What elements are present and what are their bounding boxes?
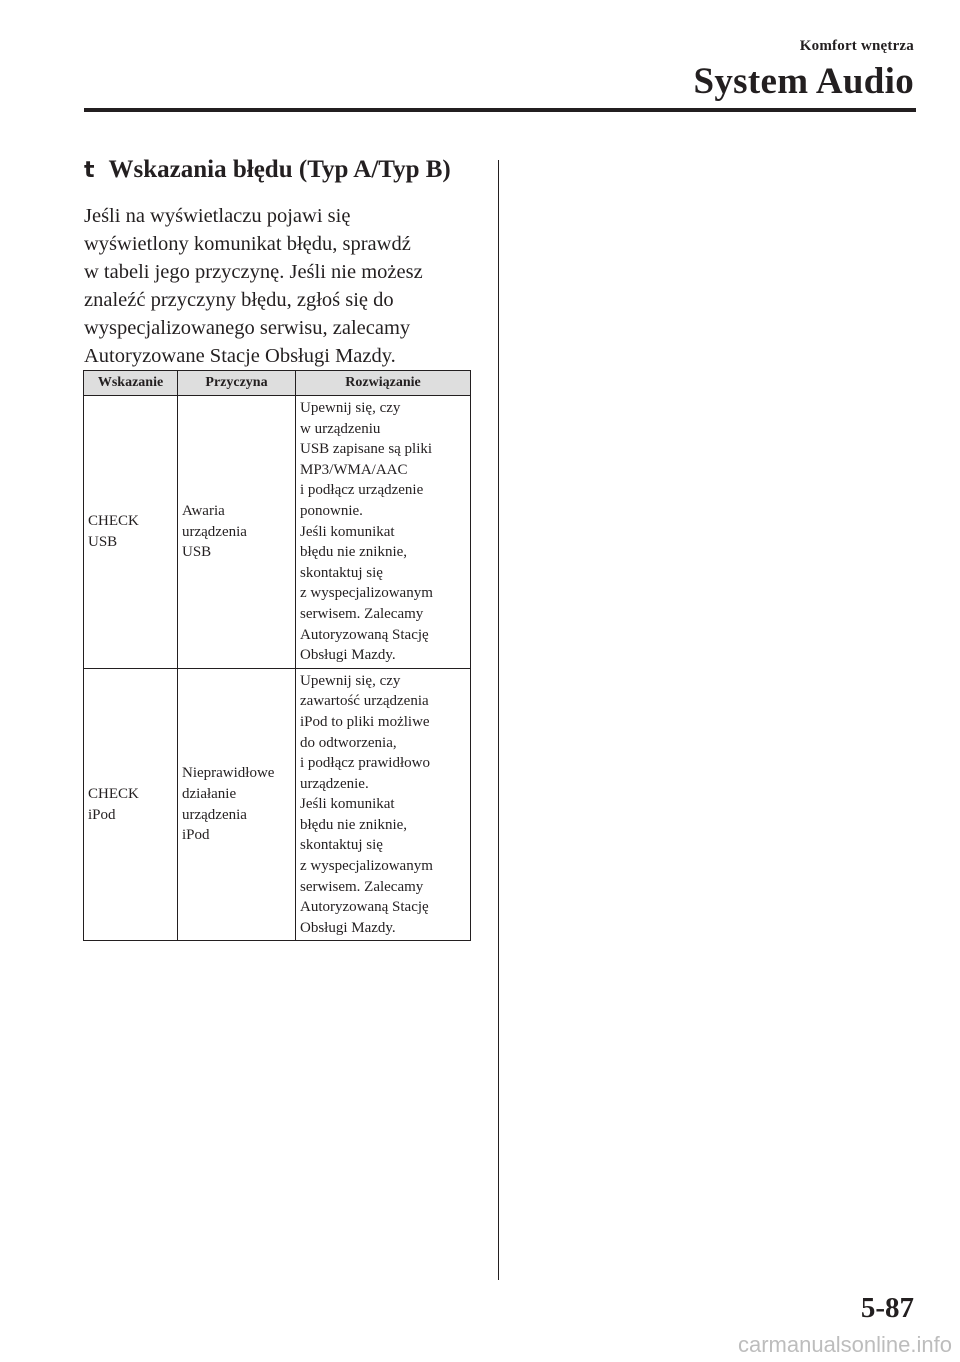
cell-line: działanie (182, 785, 237, 802)
section-subtitle: Komfort wnętrza (799, 38, 914, 54)
cell-cause (178, 668, 296, 941)
heading-text: Wskazania błędu (Typ A/Typ B) (108, 156, 451, 183)
intro-line: Autoryzowane Stacje Obsługi Mazdy. (84, 345, 396, 367)
heading-bullet-icon: t (84, 158, 95, 183)
cell-line: CHECK (88, 785, 139, 802)
cell-indication (84, 396, 178, 669)
cell-line: serwisem. Zalecamy (300, 605, 424, 622)
cell-line: błędu nie zniknie, (300, 544, 408, 561)
cell-indication (84, 668, 178, 941)
cell-line: ponownie. (300, 502, 363, 519)
cell-line: iPod to pliki możliwe (300, 713, 430, 730)
cell-solution (296, 396, 471, 669)
cell-line: Obsługi Mazdy. (300, 919, 396, 936)
cell-line: USB (88, 533, 118, 550)
section-title: System Audio (693, 61, 914, 102)
intro-line: wyświetlony komunikat błędu, sprawdź (84, 233, 411, 255)
section-heading (84, 156, 451, 184)
column-divider (498, 160, 499, 1280)
cell-line: serwisem. Zalecamy (300, 878, 424, 895)
table-row (84, 668, 471, 941)
cell-line: skontaktuj się (300, 837, 383, 854)
error-table (83, 370, 471, 941)
cell-line: CHECK (88, 513, 139, 530)
cell-line: Jeśli komunikat (300, 523, 395, 540)
cell-line: skontaktuj się (300, 564, 383, 581)
cell-line: Obsługi Mazdy. (300, 647, 396, 664)
cell-line: urządzenia (182, 523, 247, 540)
page-number: 5-87 (860, 1292, 914, 1324)
cell-line: Upewnij się, czy (300, 400, 401, 416)
cell-line: iPod (182, 827, 210, 844)
cell-line: Upewnij się, czy (300, 672, 401, 689)
intro-line: w tabeli jego przyczynę. Jeśli nie możesz (84, 261, 423, 283)
table-header-row (84, 371, 471, 396)
header-solution: Rozwiązanie (296, 371, 471, 396)
cell-line: z wyspecjalizowanym (300, 585, 433, 602)
cell-line: z wyspecjalizowanym (300, 858, 433, 875)
cell-line: w urządzeniu (300, 420, 381, 437)
cell-line: iPod (88, 806, 116, 823)
cell-line: Autoryzowaną Stację (300, 626, 429, 643)
header-cause: Przyczyna (178, 371, 296, 396)
cell-line: błędu nie zniknie, (300, 816, 408, 833)
cell-line: zawartość urządzenia (300, 693, 429, 710)
cell-line: urządzenia (182, 806, 247, 823)
cell-line: do odtworzenia, (300, 734, 397, 751)
cell-solution (296, 668, 471, 941)
cell-line: i podłącz urządzenie (300, 482, 424, 499)
cell-line: USB (182, 544, 212, 561)
cell-line: urządzenie. (300, 775, 369, 792)
cell-line: Jeśli komunikat (300, 796, 395, 813)
cell-cause (178, 396, 296, 669)
header-rule (84, 108, 916, 112)
intro-line: Jeśli na wyświetlaczu pojawi się (84, 205, 351, 227)
intro-paragraph (84, 202, 484, 370)
cell-line: USB zapisane są pliki (300, 441, 433, 458)
cell-line: i podłącz prawidłowo (300, 755, 430, 772)
table-row (84, 396, 471, 669)
header-indication: Wskazanie (84, 371, 178, 396)
watermark: carmanualsonline.info (737, 1332, 952, 1357)
cell-line: Nieprawidłowe (182, 765, 275, 782)
cell-line: Awaria (182, 502, 225, 519)
cell-line: Autoryzowaną Stację (300, 899, 429, 916)
intro-line: wyspecjalizowanego serwisu, zalecamy (84, 317, 411, 339)
cell-line: MP3/WMA/AAC (300, 461, 408, 478)
intro-line: znaleźć przyczyny błędu, zgłoś się do (84, 289, 394, 311)
